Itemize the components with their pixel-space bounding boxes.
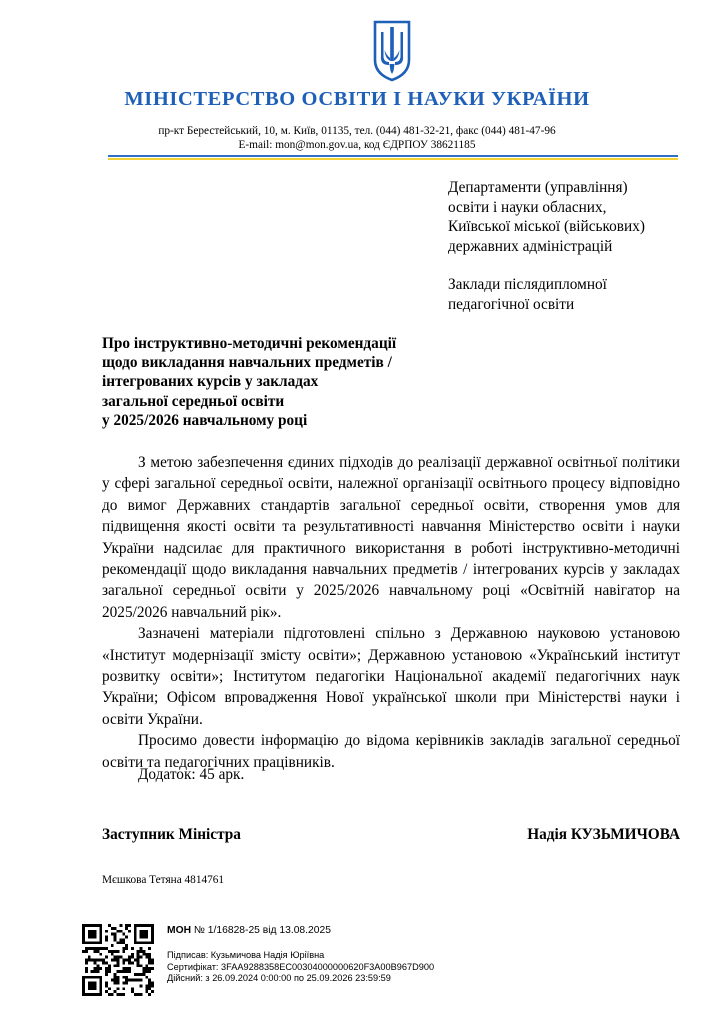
- executor-contact: Мєшкова Тетяна 4814761: [102, 874, 225, 886]
- recipient-line: педагогічної освіти: [448, 295, 575, 313]
- letter-body: [102, 452, 680, 773]
- doc-prefix: МОН: [167, 925, 192, 936]
- body-paragraph: З метою забезпечення єдиних підходів до реалізації державної освітньої політики у сфері загальної середньої освіти, належної організації освітнього процесу відповідно до вимог Державних стандартів загальної середньої освіти, створення умов для підвищення якості освіти та результативності навчання Міністерство освіти і науки України надсилає для практичного використання в роботі інструктивно-методичні рекомендації щодо викладання навчальних предметів / інтегрованих курсів у закладах загальної середньої освіти у 2025/2026 навчальному році «Освітній навігатор на 2025/2026 навчальний рік».: [102, 454, 680, 621]
- doc-number: № 1/16828-25 від 13.08.2025: [191, 925, 331, 936]
- certificate: Сертифікат: 3FAA9288358EC00304000000620F3A00B967D900: [167, 961, 435, 972]
- recipient-block: [448, 178, 698, 333]
- subject-line: інтегрованих курсів у закладах: [102, 373, 319, 391]
- ministry-address: [0, 124, 714, 152]
- recipient-line: державних адміністрацій: [448, 237, 613, 255]
- recipient-departments: [448, 178, 698, 256]
- signed-by: Підписав: Кузьмичова Надія Юріївна: [167, 949, 325, 960]
- doc-registration: [167, 925, 434, 937]
- letter-subject: [102, 334, 442, 430]
- body-paragraph: Просимо довести інформацію до відома керівників закладів загальної середньої освіти та педагогічних працівників.: [102, 732, 680, 771]
- signer-name: Надія КУЗЬМИЧОВА: [527, 826, 680, 843]
- recipient-line: Київської міської (військових): [448, 218, 645, 235]
- tryzub-emblem-icon: [372, 20, 412, 82]
- recipient-institutions: [448, 275, 698, 314]
- subject-line: щодо викладання навчальних предметів /: [102, 354, 392, 372]
- subject-line: Про інструктивно-методичні рекомендації: [102, 335, 397, 352]
- e-signature-stamp: [167, 925, 434, 985]
- recipient-line: Заклади післядипломної: [448, 276, 607, 293]
- signer-position: Заступник Міністра: [102, 826, 241, 843]
- qr-code-icon: [82, 924, 154, 996]
- body-paragraph: Зазначені матеріали підготовлені спільно з Державною науковою установою «Інститут модернізації змісту освіти»; Державною установою «Український інститут розвитку освіти»; Інститутом педагогіки Національної академії педагогічних наук України; Офісом впровадження Нової української школи при Міністерстві науки і освіти України.: [102, 625, 680, 728]
- header-rule-blue: [108, 155, 678, 157]
- attachment-note: Додаток: 45 арк.: [138, 766, 245, 783]
- validity: Дійсний: з 26.09.2024 0:00:00 по 25.09.2026 23:59:59: [167, 973, 391, 984]
- recipient-line: Департаменти (управління): [448, 179, 628, 196]
- header-rule-yellow: [108, 158, 678, 160]
- address-line: пр-кт Берестейський, 10, м. Київ, 01135, тел. (044) 481-32-21, факс (044) 481-47-96: [158, 125, 556, 137]
- email-line: E-mail: mon@mon.gov.ua, код ЄДРПОУ 38621185: [238, 139, 476, 151]
- subject-line: у 2025/2026 навчальному році: [102, 411, 308, 429]
- recipient-line: освіти і науки обласних,: [448, 198, 607, 216]
- ministry-name: МІНІСТЕРСТВО ОСВІТИ І НАУКИ УКРАЇНИ: [124, 88, 590, 110]
- subject-line: загальної середньої освіти: [102, 392, 285, 410]
